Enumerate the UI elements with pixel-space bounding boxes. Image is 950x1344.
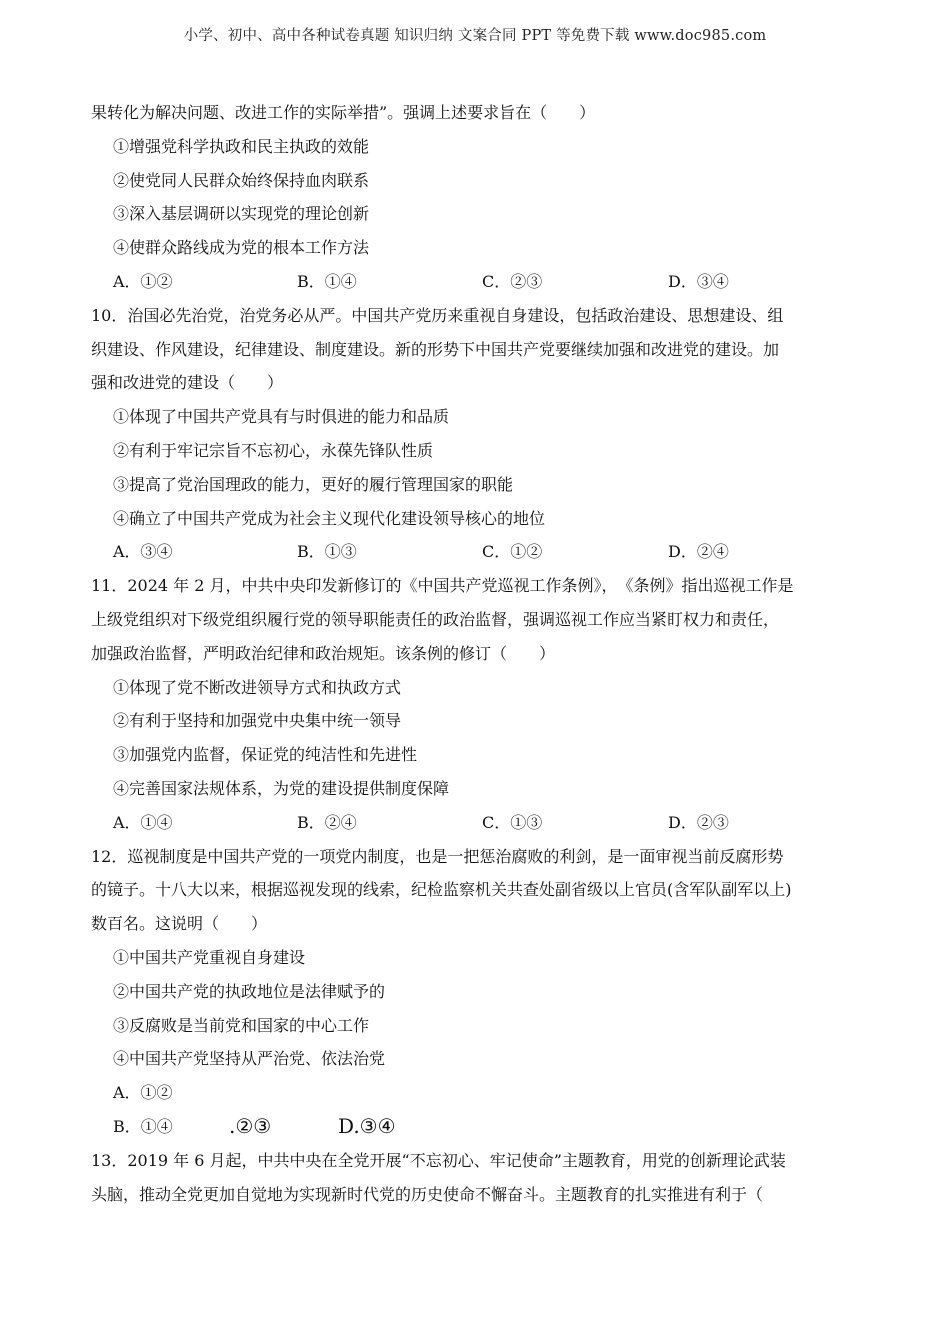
- statement-item: ③反腐败是当前党和国家的中心工作: [113, 1015, 370, 1035]
- statement-item: ②使党同人民群众始终保持血肉联系: [113, 170, 370, 190]
- statement-item: ④中国共产党坚持从严治党、依法治党: [113, 1049, 386, 1069]
- question-11: [91, 569, 861, 839]
- option-a: A．①②: [113, 271, 173, 291]
- option-a: A．①②: [113, 1083, 173, 1103]
- question-13: [91, 1144, 861, 1212]
- statement-item: ②中国共产党的执政地位是法律赋予的: [113, 981, 386, 1001]
- answer-options: [91, 806, 861, 840]
- option-d: D.③④: [338, 1113, 396, 1138]
- site-header: 小学、初中、高中各种试卷真题 知识归纳 文案合同 PPT 等免费下载 www.doc985.com: [183, 28, 767, 44]
- statement-item: ④完善国家法规体系，为党的建设提供制度保障: [113, 778, 450, 798]
- statement-item: ③加强党内监督，保证党的纯洁性和先进性: [113, 745, 418, 765]
- option-a: A．③④: [113, 542, 173, 562]
- question-stem-line: 12．巡视制度是中国共产党的一项党内制度，也是一把惩治腐败的利剑，是一面审视当前反腐形势: [91, 846, 784, 866]
- statement-item: ①体现了党不断改进领导方式和执政方式: [113, 677, 402, 697]
- option-c: C．①③: [482, 812, 543, 832]
- option-c: C．①②: [482, 542, 543, 562]
- question-10: [91, 299, 861, 569]
- statement-item: ④确立了中国共产党成为社会主义现代化建设领导核心的地位: [113, 508, 546, 528]
- statement-item: ②有利于坚持和加强党中央集中统一领导: [113, 711, 402, 731]
- option-a: A．①④: [113, 812, 173, 832]
- option-b: B．①③: [297, 542, 357, 562]
- statement-item: ①增强党科学执政和民主执政的效能: [113, 136, 370, 156]
- question-stem-line: 13．2019 年 6 月起，中共中央在全党开展“不忘初心、牢记使命”主题教育，用党的创新理论武装: [91, 1150, 786, 1170]
- question-stem-line: 头脑，推动全党更加自觉地为实现新时代党的历史使命不懈奋斗。主题教育的扎实推进有利于（: [91, 1184, 764, 1204]
- question-stem-line: 的镜子。十八大以来，根据巡视发现的线索，纪检监察机关共查处副省级以上官员(含军队副军以上): [91, 880, 792, 900]
- option-d: D．③④: [668, 271, 729, 291]
- question-stem-line: 10．治国必先治党，治党务必从严。中国共产党历来重视自身建设，包括政治建设、思想建设、组: [91, 305, 784, 325]
- statement-item: ③深入基层调研以实现党的理论创新: [113, 204, 370, 224]
- answer-options: [91, 265, 861, 299]
- question-stem-line: 11．2024 年 2 月，中共中央印发新修订的《中国共产党巡视工作条例》， 《条例》指出巡视工作是: [91, 576, 794, 596]
- question-9: [91, 96, 861, 299]
- question-stem-line: 数百名。这说明（ ）: [91, 914, 268, 934]
- option-d: D．②④: [668, 542, 729, 562]
- question-stem-line: 强和改进党的建设（ ）: [91, 373, 284, 393]
- statement-item: ③提高了党治国理政的能力，更好的履行管理国家的职能: [113, 474, 514, 494]
- statement-item: ①体现了中国共产党具有与时俱进的能力和品质: [113, 407, 450, 427]
- option-c: C．②③: [482, 271, 543, 291]
- statement-item: ①中国共产党重视自身建设: [113, 947, 306, 967]
- option-d: D．②③: [668, 812, 729, 832]
- question-stem-line: 织建设、作风建设，纪律建设、制度建设。新的形势下中国共产党要继续加强和改进党的建设。加: [91, 339, 780, 359]
- question-12: [91, 840, 861, 1144]
- exam-page: [91, 96, 861, 1211]
- question-stem-line: 果转化为解决问题、改进工作的实际举措”。强调上述要求旨在（ ）: [91, 103, 596, 122]
- answer-options: [91, 1110, 861, 1144]
- option-b: B．①④: [297, 271, 357, 291]
- statement-item: ②有利于牢记宗旨不忘初心，永葆先锋队性质: [113, 440, 434, 460]
- question-stem-line: 上级党组织对下级党组织履行党的领导职能责任的政治监督，强调巡视工作应当紧盯权力和责任，: [91, 609, 780, 629]
- option-c: .②③: [229, 1113, 272, 1138]
- option-b: B．①④: [113, 1116, 173, 1136]
- answer-options: [91, 535, 861, 569]
- question-stem-line: 加强政治监督，严明政治纪律和政治规矩。该条例的修订（ ）: [91, 643, 556, 663]
- option-b: B．②④: [297, 812, 357, 832]
- statement-item: ④使群众路线成为党的根本工作方法: [113, 238, 370, 258]
